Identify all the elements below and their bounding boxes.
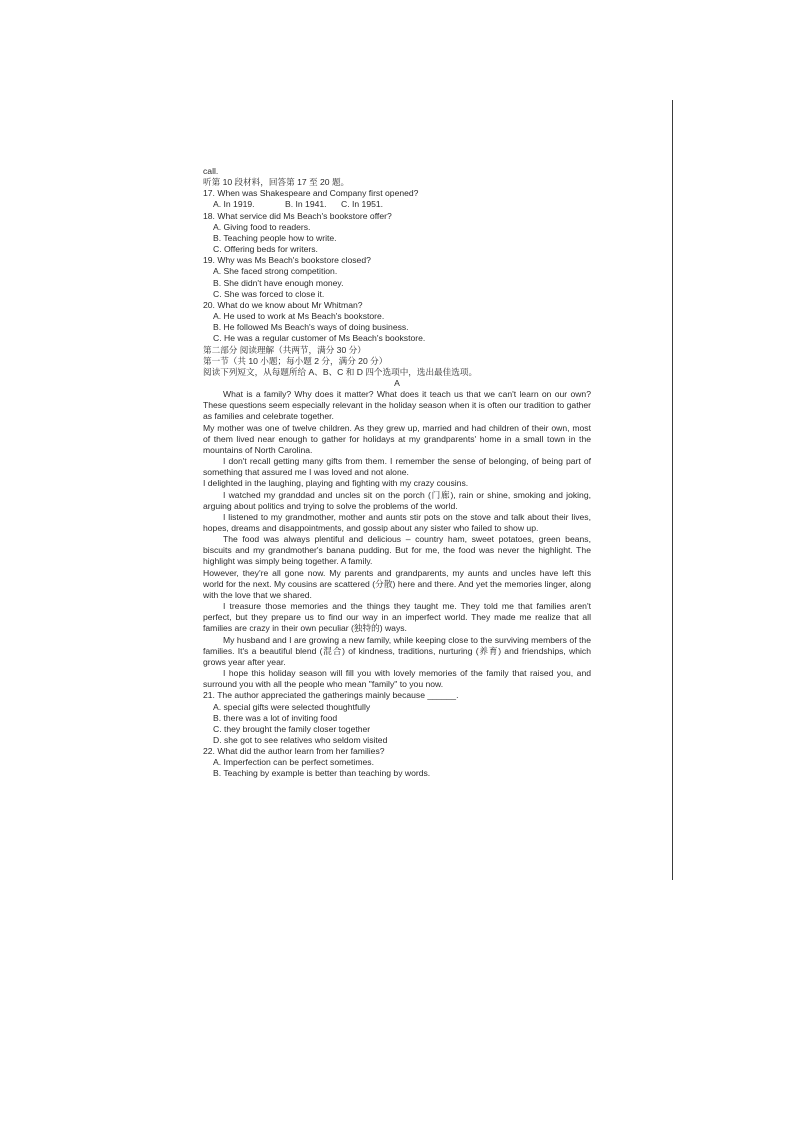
question-17 [203, 188, 591, 199]
passage [203, 389, 591, 690]
option-a: A. In 1919. [213, 199, 255, 210]
question-20 [203, 300, 591, 311]
part2-section1: 第一节（共 10 小题；每小题 2 分，满分 20 分） [203, 355, 388, 366]
passage-paragraph: However, they're all gone now. My parents and grandparents, my aunts and uncles have left this world for the next. My cousins are scattered (分散) here and there. And yet the memories linger, along with the love that we shared. [203, 567, 591, 600]
question-text: What do we know about Mr Whitman? [217, 299, 363, 310]
part2-title: 第二部分 阅读理解（共两节，满分 30 分） [203, 344, 366, 355]
question-number: 20. [203, 299, 215, 310]
option-b: B. there was a lot of inviting food [213, 712, 338, 723]
question-17-options [203, 199, 591, 210]
passage-paragraph: I hope this holiday season will fill you with lovely memories of the family that raised you, and surround you with all the people who mean "family" to you now. [203, 668, 591, 690]
option-a: A. She faced strong competition. [213, 266, 338, 277]
section-intro: 听第 10 段材料，回答第 17 至 20 题。 [203, 177, 350, 188]
question-number: 17. [203, 188, 215, 199]
option-d: D. she got to see relatives who seldom visited [213, 734, 388, 745]
option-c: C. In 1951. [341, 199, 384, 210]
question-text: What did the author learn from her families? [217, 746, 385, 757]
passage-paragraph: I treasure those memories and the things they taught me. They told me that families aren't perfect, but they prepare us to find our way in an imperfect world. They made me realize that all families are crazy in their own peculiar (独特的) ways. [203, 601, 591, 634]
page-divider-line [672, 100, 673, 880]
question-text: What service did Ms Beach's bookstore offer? [217, 210, 392, 221]
question-text: When was Shakespeare and Company first opened? [217, 188, 419, 199]
question-22 [203, 746, 591, 757]
option-b: B. In 1941. [285, 199, 327, 210]
part2-instruction: 阅读下列短文，从每题所给 A、B、C 和 D 四个选项中，选出最佳选项。 [203, 366, 478, 377]
option-a: A. special gifts were selected thoughtfully [213, 701, 371, 712]
question-18 [203, 211, 591, 222]
exam-page-content [203, 166, 591, 780]
passage-paragraph: The food was always plentiful and delicious – country ham, sweet potatoes, green beans, biscuits and my grandmother's banana pudding. But for me, the food was never the highlight. The highlight was simply being together. A family. [203, 534, 591, 567]
passage-letter: A [394, 377, 400, 388]
question-21 [203, 690, 591, 701]
option-b: B. She didn't have enough money. [213, 277, 344, 288]
passage-paragraph: I don't recall getting many gifts from them. I remember the sense of belonging, of being part of something that assured me I was loved and not alone. [203, 456, 591, 478]
option-c: C. He was a regular customer of Ms Beach's bookstore. [213, 333, 426, 344]
passage-paragraph: I delighted in the laughing, playing and fighting with my crazy cousins. [203, 478, 469, 489]
passage-paragraph: I listened to my grandmother, mother and aunts stir pots on the stove and talk about their lives, hopes, dreams and disappointments, and gossip about any sister who failed to show up. [203, 511, 591, 533]
option-c: C. She was forced to close it. [213, 288, 325, 299]
option-b: B. Teaching people how to write. [213, 232, 337, 243]
question-number: 19. [203, 255, 215, 266]
option-a: A. Imperfection can be perfect sometimes. [213, 757, 374, 768]
option-c: C. Offering beds for writers. [213, 244, 318, 255]
option-b: B. Teaching by example is better than teaching by words. [213, 768, 431, 779]
passage-paragraph: My mother was one of twelve children. As they grew up, married and had children of their own, most of them lived near enough to gather for holidays at my grandparents' home in a small town in the mountains of North Carolina. [203, 422, 591, 455]
passage-paragraph: What is a family? Why does it matter? What does it teach us that we can't learn on our own? These questions seem especially relevant in the holiday season when it is often our tradition to gather as families and celebrate together. [203, 389, 591, 422]
passage-paragraph: I watched my granddad and uncles sit on the porch (门廊), rain or shine, smoking and joking, arguing about politics and trying to solve the problems of the world. [203, 489, 591, 511]
question-number: 21. [203, 690, 215, 701]
option-a: A. Giving food to readers. [213, 221, 311, 232]
option-a: A. He used to work at Ms Beach's bookstore. [213, 311, 385, 322]
question-number: 22. [203, 746, 215, 757]
question-19 [203, 255, 591, 266]
passage-paragraph: My husband and I are growing a new family, while keeping close to the surviving members of the families. It's a beautiful blend (混合) of kindness, traditions, nurturing (养育) and friendships, which grows year after year. [203, 634, 591, 667]
option-c: C. they brought the family closer together [213, 723, 371, 734]
option-b: B. He followed Ms Beach's ways of doing business. [213, 322, 409, 333]
question-number: 18. [203, 210, 215, 221]
question-text: The author appreciated the gatherings mainly because ______. [217, 690, 459, 701]
question-text: Why was Ms Beach's bookstore closed? [217, 255, 371, 266]
top-fragment: call. [203, 166, 219, 176]
